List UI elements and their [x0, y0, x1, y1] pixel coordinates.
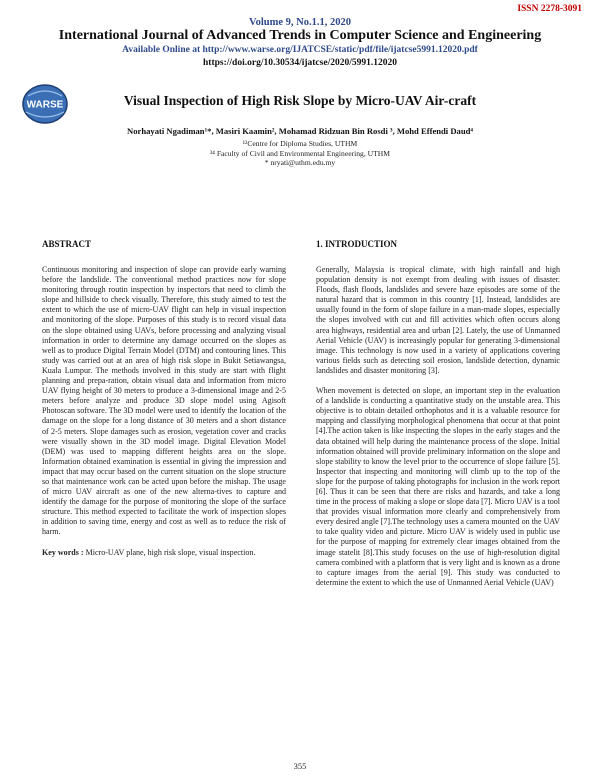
volume-info: Volume 9, No.1.1, 2020: [249, 17, 351, 28]
introduction-column: [316, 239, 560, 588]
intro-paragraph-1: Generally, Malaysia is tropical climate, with high rainfall and high population density is not exempt from dealing with issues of disaster. Floods, flash floods, landslides and severe haze episodes are some of the natural hazard that is common in this country [1]. Instead, landslides are usually found in the form of slope failure in a man-made slopes, especially the slopes involved with cut and fill activities which often occurs along area highways, residential area and urban [2]. Lately, the use of Unmanned Aerial Vehicle (UAV) is increasingly popular for generating 3-dimensional image. This technology is now used in a variety of applications covering various fields such as detecting soil erosion, landslide detection, dynamic landslides and disaster monitoring [3].: [316, 265, 560, 375]
author-list: Norhayati Ngadiman¹*, Masiri Kaamin², Mohamad Ridzuan Bin Rosdi ³, Mohd Effendi Daud⁴: [127, 126, 473, 136]
keywords-text: Micro-UAV plane, high risk slope, visual inspection.: [83, 547, 256, 557]
page-number: 355: [293, 761, 307, 771]
affiliation-1: ¹²Centre for Diploma Studies, UTHM: [242, 139, 358, 148]
abstract-heading: ABSTRACT: [42, 239, 92, 249]
doi-link[interactable]: https://doi.org/10.30534/ijatcse/2020/5991.12020: [203, 58, 397, 68]
author-email: * nryati@uthm.edu.my: [264, 158, 336, 167]
keywords: [42, 548, 286, 558]
intro-paragraph-2: When movement is detected on slope, an important step in the evaluation of a landslide is conducting a quantitative study on the unstable area. This objective is to obtain detailed orthophotos and it is a valuable resource for mapping and classifying morphological phenomena that occur at that point [4].The action taken is like inspecting the slopes in the early stages and the data obtained will help during the maintenance process of the slope. Initial information obtained will provide preliminary information on the slope and slope stability to know the level prior to the occurrence of slope failure [5]. Inspector that inspecting and monitoring will climb up to the top of the slope for the purpose of taking photographs for inclusion in the work report [6]. Thus it can be seen that there are risks and hazards, and take a long time in the process of making a slope or slope data [7]. Micro UAV is a tool that provides visual information more clearly and comprehensively from every desired angle [7].The technology uses a camera mounted on the UAV to take quality video and picture. Micro UAV is widely used in public use for the purpose of mapping for extremely clear images obtained from the image statelit [8].This study focuses on the use of high-resolution digital camera combined with a platform that is very light and is known as a drone to capture images from the aerial [9]. This study was conducted to determine the extent to which the use of Unmanned Aerial Vehicle (UAV): [316, 386, 560, 587]
available-online-link[interactable]: Available Online at http://www.warse.org/IJATCSE/static/pdf/file/ijatcse5991.12020.pdf: [122, 45, 478, 55]
logo-text: WARSE: [26, 99, 64, 111]
abstract-text: Continuous monitoring and inspection of slope can provide early warning before the landslide. The conventional method practices now for slope monitoring through routin inspection by inspectors that need to climb the slope and hillside to check visually. Therefore, this study aimed to test the extent to which the use of micro-UAV flight can help in visual inspection and monitoring of the slope. Purposes of this study is to record visual data on the slope obtained using UAVs, before processing and analyzing visual information in order to determine any damage occurred on the slopes as well as to produce Digital Terrain Model (DTM) and contouring lines. This study was carried out at an area of high risk slope in Bukit Setiawangsa, Kuala Lumpur. The methods involved in this study are start with flight planning and prepa-ration, obtain visual data and information from micro UAV flying height of 30 meters to produce a 3-dimensional image and 2-5 meters before analyze and produce 3D slope model using Agisoft Photoscan software. The 3D model were used to identify the location of the damage on the slope for a long distance of 30 meters and a short distance of 2-5 meters. Slope damages such as erosion, vegetation cover and cracks were visually shown in the 3D model image. Digital Elevation Model (DEM) was used to mapping different heights area on the slope. Information obtained examination is essential in giving the impression and impact that may occur based on the current situation on the slope structure so that maintenance work can be acted upon before the mishap. The usage of micro UAV aircraft as one of the new alterna-tives to capture and identify the damage for the purpose of monitoring the slope of the surface structure. This method expected to facilitate the work of inspection slopes in addition to saving time, energy and cost as well as to reduce the risk of harm.: [42, 265, 286, 537]
abstract-column: [42, 239, 286, 558]
introduction-heading: 1. INTRODUCTION: [316, 239, 398, 249]
issn-label: ISSN 2278-3091: [517, 4, 582, 14]
journal-title: International Journal of Advanced Trends in Computer Science and Engineering: [58, 28, 542, 43]
affiliation-2: ³⁴ Faculty of Civil and Environmental Engineering, UTHM: [210, 149, 390, 158]
keywords-label: Key words :: [42, 547, 84, 557]
paper-title: Visual Inspection of High Risk Slope by Micro-UAV Air-craft: [123, 93, 477, 108]
